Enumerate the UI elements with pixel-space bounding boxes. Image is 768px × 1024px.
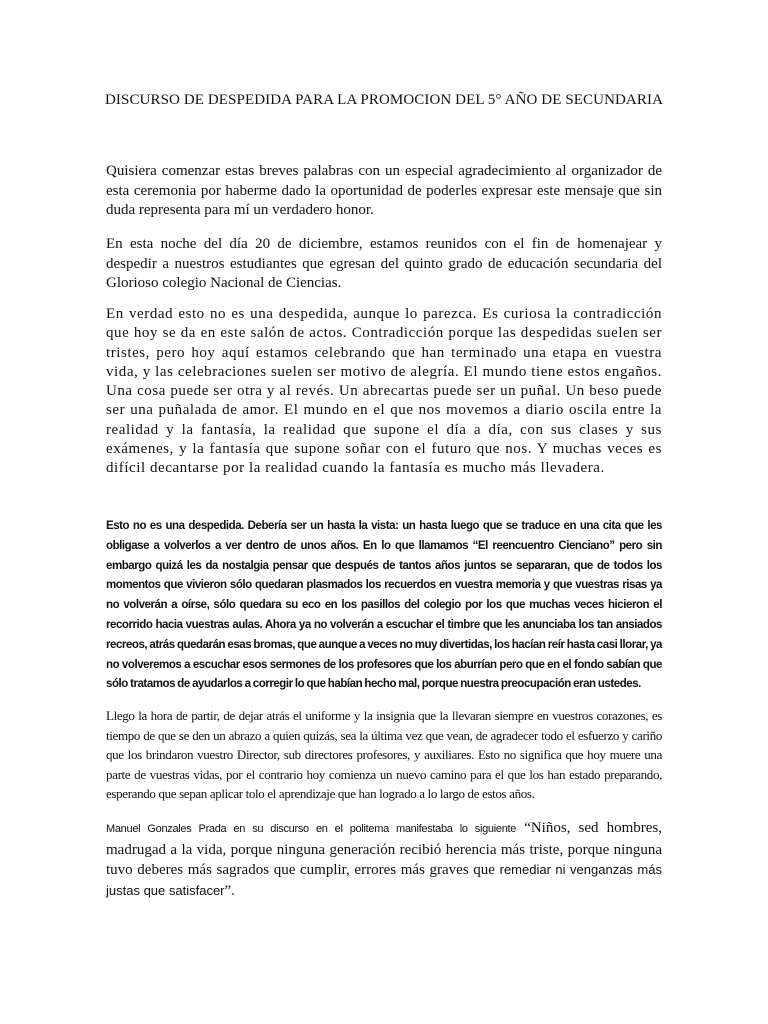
paragraph-farewell: Esto no es una despedida. Debería ser un hasta la vista: un hasta luego que se traduce en una cita que les obligase a volverlos a ver dentro de unos años. En lo que llamamos “El reencuentro Cienciano” pero sin embargo quizá les da nostalgia pensar que después de tantos años juntos se separaran, que de todos los momentos que vivieron sólo quedaran plasmados los recuerdos en vuestra memoria y que vuestras risas ya no volverán a oírse, sólo quedara su eco en los pasillos del colegio por los que muchas veces hicieron el recorrido hacia vuestras aulas. Ahora ya no volverán a escuchar el timbre que les anunciaba los tan ansiados recreos, atrás quedarán esas bromas, que aunque a veces no muy divertidas, los hacían reír hasta casi llorar, ya no volveremos a escuchar esos sermones de los profesores que los aburrían pero que en el fondo sabían que sólo tratamos de ayudarlos a corregir lo que habían hecho mal, porque nuestra preocupación eran ustedes. bbox=[106, 520, 662, 691]
quote-tail: remediar ni venganzas más justas que satisfacer bbox=[106, 862, 662, 898]
quote-main: “Niños, sed hombres, madrugad a la vida, porque ninguna generación recibió herencia más triste, porque ninguna tuvo deberes más sagrados que cumplir, errores más graves que bbox=[106, 820, 663, 878]
paragraph-departure: Llego la hora de partir, de dejar atrás el uniforme y la insignia que la llevaran siempre en vuestros corazones, es tiempo de que se den un abrazo a quien quizás, sea la última vez que vean, de agradecer todo el esfuerzo y cariño que los brindaron vuestro Director, sub directores profesores, y auxiliares. Esto no significa que hoy muere una parte de vuestras vidas, por el contrario hoy comienza un nuevo camino para el que los han estado preparando, esperando que sepan aplicar tolo el aprendizaje que han logrado a lo largo de estos años. bbox=[106, 708, 662, 801]
quote-intro: Manuel Gonzales Prada en su discurso en el politema manifestaba lo siguiente bbox=[106, 823, 517, 835]
paragraph-closing-quote bbox=[106, 818, 662, 901]
document-title: DISCURSO DE DESPEDIDA PARA LA PROMOCION DEL 5° AÑO DE SECUNDARIA bbox=[104, 92, 663, 108]
paragraph-date: En esta noche del día 20 de diciembre, estamos reunidos con el fin de homenajear y despedir a nuestros estudiantes que egresan del quinto grado de educación secundaria del Glorioso colegio Nacional de Ciencias. bbox=[106, 236, 662, 291]
paragraph-opening: Quisiera comenzar estas breves palabras con un especial agradecimiento al organizador de esta ceremonia por haberme dado la oportunidad de poderles expresar este mensaje que sin duda representa para mí un verdadero honor. bbox=[106, 163, 662, 218]
quote-end: ”. bbox=[224, 882, 235, 899]
paragraph-contradiction: En verdad esto no es una despedida, aunque lo parezca. Es curiosa la contradicción que hoy se da en este salón de actos. Contradicción porque las despedidas suelen ser tristes, pero hoy aquí estamos celebrando que han terminado una etapa en vuestra vida, y las celebraciones suelen ser motivo de alegría. El mundo tiene estos engaños. Una cosa puede ser otra y al revés. Un abrecartas puede ser un puñal. Un beso puede ser una puñalada de amor. El mundo en el que nos movemos a diario oscila entre la realidad y la fantasía, la realidad que supone el día a día, con sus clases y sus exámenes, y la fantasía que supone soñar con el futuro que nos. Y muchas veces es difícil decantarse por la realidad cuando la fantasía es mucho más llevadera. bbox=[106, 306, 662, 477]
